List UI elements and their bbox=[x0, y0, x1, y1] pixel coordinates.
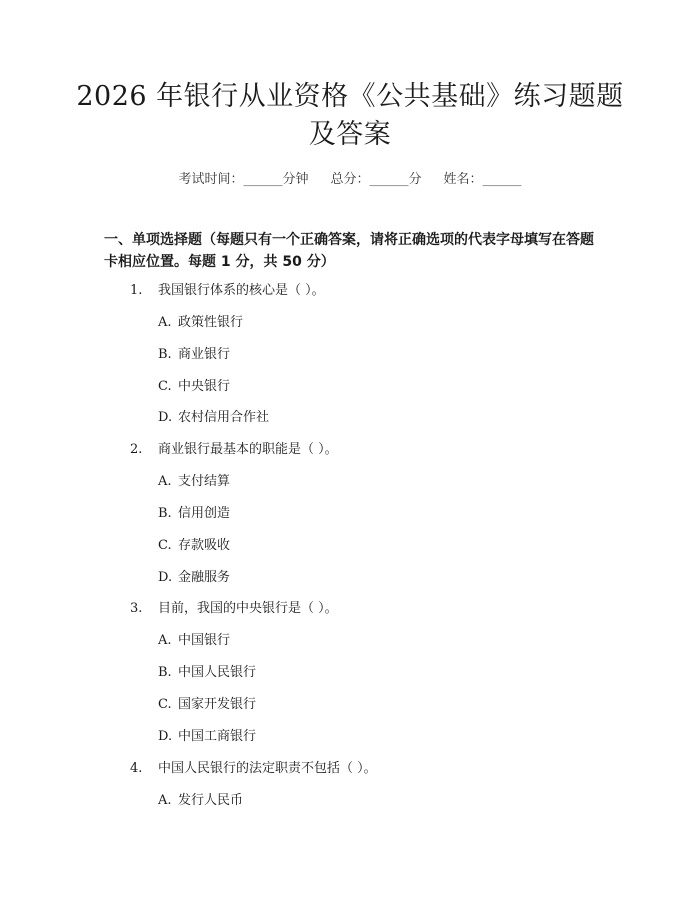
question-list bbox=[0, 281, 700, 822]
option-letter: A. bbox=[158, 633, 172, 649]
option-text: 中央银行 bbox=[178, 378, 231, 394]
option-3b bbox=[0, 663, 700, 695]
option-text: 发行人民币 bbox=[178, 792, 244, 808]
option-1b bbox=[0, 345, 700, 377]
question-number: 3. bbox=[130, 601, 143, 617]
question-number: 1. bbox=[130, 283, 143, 298]
option-letter: B. bbox=[158, 665, 172, 681]
name-field: 姓名：______ bbox=[443, 172, 522, 187]
option-text: 存款吸收 bbox=[178, 537, 231, 553]
option-2c bbox=[0, 536, 700, 568]
option-letter: C. bbox=[158, 696, 172, 712]
question-number: 2. bbox=[130, 442, 143, 458]
option-3c bbox=[0, 695, 700, 727]
question-stem: 中国人民银行的法定职责不包括（ ）。 bbox=[158, 760, 377, 776]
option-letter: D. bbox=[158, 410, 173, 426]
question-stem: 目前，我国的中央银行是（ ）。 bbox=[158, 601, 338, 617]
option-letter: A. bbox=[158, 792, 172, 808]
option-letter: D. bbox=[158, 728, 173, 744]
option-3a bbox=[0, 631, 700, 663]
option-letter: B. bbox=[158, 505, 172, 521]
option-letter: C. bbox=[158, 537, 172, 553]
option-text: 政策性银行 bbox=[178, 315, 244, 330]
option-text: 中国银行 bbox=[178, 633, 231, 649]
option-letter: D. bbox=[158, 569, 173, 585]
option-letter: B. bbox=[158, 346, 172, 362]
question-3 bbox=[0, 599, 700, 631]
option-text: 支付结算 bbox=[178, 474, 231, 490]
total-score-field: 总分：______分 bbox=[330, 172, 422, 187]
option-letter: A. bbox=[158, 474, 172, 490]
option-text: 中国人民银行 bbox=[178, 665, 257, 681]
option-text: 信用创造 bbox=[178, 505, 231, 521]
option-1a bbox=[0, 313, 700, 345]
question-1 bbox=[0, 281, 700, 313]
question-2 bbox=[0, 440, 700, 472]
option-2a bbox=[0, 472, 700, 504]
exam-meta bbox=[0, 168, 700, 187]
option-4a bbox=[0, 791, 700, 823]
option-3d bbox=[0, 727, 700, 759]
section-heading: 一、单项选择题（每题只有一个正确答案，请将正确选项的代表字母填写在答题卡相应位置。每题 1 分，共 50 分） bbox=[104, 232, 594, 270]
option-letter: A. bbox=[158, 315, 172, 330]
option-2d bbox=[0, 568, 700, 600]
question-number: 4. bbox=[130, 760, 143, 776]
option-2b bbox=[0, 504, 700, 536]
option-text: 中国工商银行 bbox=[178, 728, 257, 744]
question-stem: 我国银行体系的核心是（ ）。 bbox=[158, 283, 325, 298]
option-text: 金融服务 bbox=[178, 569, 231, 585]
option-text: 商业银行 bbox=[178, 346, 231, 362]
option-text: 国家开发银行 bbox=[178, 696, 257, 712]
question-stem: 商业银行最基本的职能是（ ）。 bbox=[158, 442, 338, 458]
option-1c bbox=[0, 377, 700, 409]
question-4 bbox=[0, 759, 700, 791]
option-letter: C. bbox=[158, 378, 172, 394]
option-text: 农村信用合作社 bbox=[178, 410, 270, 426]
exam-time-field: 考试时间：______分钟 bbox=[178, 172, 309, 187]
option-1d bbox=[0, 408, 700, 440]
document-title: 2026 年银行从业资格《公共基础》练习题题及答案 bbox=[76, 81, 624, 150]
